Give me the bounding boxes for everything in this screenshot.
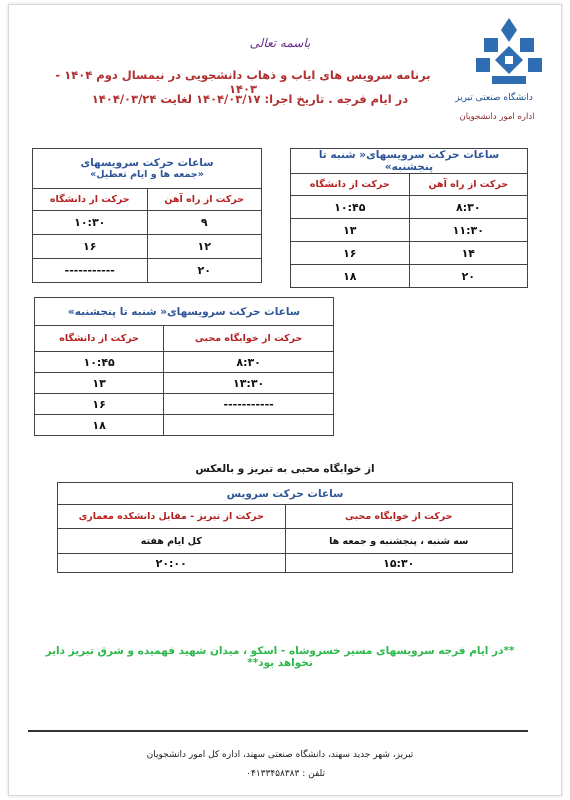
table-title: ساعات حرکت سرویسهای« شنبه تا پنجشنبه» xyxy=(291,149,528,174)
table-cell: ۱۰:۳۰ xyxy=(33,211,148,235)
document-title: برنامه سرویس های ایاب و ذهاب دانشجویی در نیمسال دوم ۱۴۰۴ - ۱۴۰۳ xyxy=(55,68,431,96)
holiday-rail-table xyxy=(32,148,262,283)
table-cell: ۸:۳۰ xyxy=(409,196,527,219)
university-logo-icon xyxy=(470,16,548,88)
table-cell: کل ایام هفته xyxy=(58,529,286,554)
office-name: اداره امور دانشجویان xyxy=(459,112,535,122)
column-header: حرکت از خوابگاه محبی xyxy=(164,326,334,352)
column-header: حرکت از دانشگاه xyxy=(35,326,164,352)
table-cell: ۱۲ xyxy=(147,235,261,259)
dorm-route-label: از خوابگاه محبی به تبریز و بالعکس xyxy=(195,463,375,475)
table-cell: سه شنبه ، پنجشنبه و جمعه ها xyxy=(285,529,513,554)
table-cell: ۱۳:۳۰ xyxy=(164,373,334,394)
table-cell xyxy=(164,415,334,436)
table-cell: ۲۰:۰۰ xyxy=(58,554,286,573)
table-cell: ۱۳ xyxy=(291,219,410,242)
table-cell: ----------- xyxy=(33,259,148,283)
table-subtitle: «جمعه ها و ایام تعطیل» xyxy=(90,169,204,180)
weekday-rail-table xyxy=(290,148,528,288)
column-header: حرکت از خوابگاه محبی xyxy=(285,505,513,529)
table-title xyxy=(33,149,262,189)
table-cell: ۱۳ xyxy=(35,373,164,394)
footer-phone: تلفن : ۰۴۱۳۳۴۵۸۳۸۳ xyxy=(246,769,325,779)
table-cell: ۱۱:۳۰ xyxy=(409,219,527,242)
table-cell: ۲۰ xyxy=(409,265,527,288)
table-cell: ۱۰:۴۵ xyxy=(35,352,164,373)
table-title-text: ساعات حرکت سرویسهای xyxy=(80,157,214,169)
table-cell: ۸:۳۰ xyxy=(164,352,334,373)
table-cell: ۱۸ xyxy=(35,415,164,436)
column-header: حرکت از راه آهن xyxy=(147,189,261,211)
table-cell: ۱۶ xyxy=(35,394,164,415)
table-cell: ۱۵:۳۰ xyxy=(285,554,513,573)
dorm-tabriz-table xyxy=(57,482,513,573)
table-cell: ۱۰:۴۵ xyxy=(291,196,410,219)
column-header: حرکت از راه آهن xyxy=(409,174,527,196)
footnote: **در ایام فرجه سرویسهای مسیر خسروشاه - اسکو ، میدان شهید فهمیده و شرق تبریز دایر نخواهد بود** xyxy=(45,645,515,669)
table-cell: ۹ xyxy=(147,211,261,235)
university-name: دانشگاه صنعتی تبریز xyxy=(455,93,533,103)
column-header: حرکت از دانشگاه xyxy=(291,174,410,196)
table-cell: ۱۶ xyxy=(291,242,410,265)
table-title: ساعات حرکت سرویسهای« شنبه تا پنجشنبه» xyxy=(35,298,334,326)
table-cell: ۱۶ xyxy=(33,235,148,259)
table-cell: ۱۸ xyxy=(291,265,410,288)
table-cell: ۲۰ xyxy=(147,259,261,283)
table-cell: ----------- xyxy=(164,394,334,415)
column-header: حرکت از تبریز - مقابل دانشکده معماری xyxy=(58,505,286,529)
document-subtitle: در ایام فرجه . تاریخ اجرا: ۱۴۰۴/۰۳/۱۷ لغایت ۱۴۰۴/۰۳/۲۴ xyxy=(91,92,409,106)
basmala: باسمه تعالی xyxy=(249,36,311,50)
divider xyxy=(28,730,528,732)
column-header: حرکت از دانشگاه xyxy=(33,189,148,211)
weekday-dorm-table xyxy=(34,297,334,436)
table-title: ساعات حرکت سرویس xyxy=(58,483,513,505)
table-cell: ۱۴ xyxy=(409,242,527,265)
footer-address: تبریز، شهر جدید سهند، دانشگاه صنعتی سهند، اداره کل امور دانشجویان xyxy=(146,750,414,760)
